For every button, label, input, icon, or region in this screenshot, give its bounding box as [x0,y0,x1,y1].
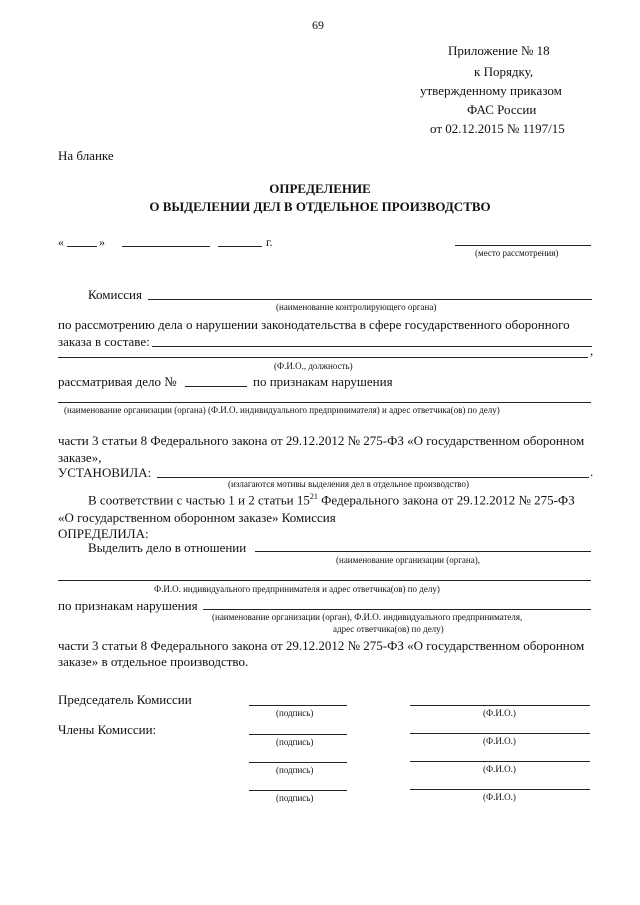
document-title-line-1: ОПРЕДЕЛЕНИЕ [269,181,371,196]
final-line-2: заказе» в отдельное производство. [58,654,249,669]
chairman-signature-caption: (подпись) [276,708,314,718]
respondent-caption: (наименование организации (органа) (Ф.И.О. индивидуального предпринимателя) и адрес ответчика(ов) по делу) [64,405,500,415]
appendix-line-2: к Порядку, [474,64,534,79]
separate-ip-field[interactable] [58,580,591,581]
composition-field-1[interactable] [152,346,592,347]
member-1-signature-caption: (подпись) [276,737,314,747]
respondent-field[interactable] [58,402,591,403]
chairman-name-caption: (Ф.И.О.) [483,708,516,718]
document-title-line-2: О ВЫДЕЛЕНИИ ДЕЛ В ОТДЕЛЬНОЕ ПРОИЗВОДСТВО [149,199,491,214]
member-3-signature-field[interactable] [249,790,347,791]
member-3-name-field[interactable] [410,789,590,790]
accordance-line-2: «О государственном оборонном заказе» Комиссия [58,510,336,525]
place-field[interactable] [455,245,591,246]
case-prefix: рассматривая дело № [58,374,177,389]
place-caption: (место рассмотрения) [475,248,559,258]
date-year-field[interactable] [218,246,262,247]
violation-field[interactable] [203,609,591,610]
date-day-field[interactable] [67,246,97,247]
date-month-field[interactable] [122,246,210,247]
established-caption: (излагаются мотивы выделения дел в отдельное производство) [228,479,469,489]
member-1-name-field[interactable] [410,733,590,734]
violation-prefix: по признакам нарушения [58,598,198,613]
case-law-line-1: части 3 статьи 8 Федерального закона от 29.12.2012 № 275-ФЗ «О государственном оборонном [58,433,585,448]
letterhead-note: На бланке [58,148,114,163]
member-2-signature-caption: (подпись) [276,765,314,775]
separate-org-field[interactable] [255,551,591,552]
date-open-quote: « [58,235,64,249]
composition-comma: , [590,343,594,358]
chairman-signature-field[interactable] [249,705,347,706]
separate-org-caption: (наименование организации (органа), [336,555,480,565]
member-2-signature-field[interactable] [249,762,347,763]
final-line-1: части 3 статьи 8 Федерального закона от 29.12.2012 № 275-ФЗ «О государственном оборонном [58,638,585,653]
member-3-name-caption: (Ф.И.О.) [483,792,516,802]
members-label: Члены Комиссии: [58,722,157,737]
appendix-line-3: утвержденному приказом [420,83,562,98]
commission-caption: (наименование контролирующего органа) [276,302,437,312]
member-2-name-caption: (Ф.И.О.) [483,764,516,774]
violation-caption-2: адрес ответчика(ов) по делу) [333,624,444,634]
case-law-line-2: заказе», [58,450,102,465]
established-label: УСТАНОВИЛА: [58,465,152,480]
member-2-name-field[interactable] [410,761,590,762]
violation-caption-1: (наименование организации (орган), Ф.И.О. индивидуального предпринимателя, [212,612,523,622]
chairman-name-field[interactable] [410,705,590,706]
members-caption: (Ф.И.О., должность) [274,361,353,371]
established-field[interactable] [157,477,589,478]
appendix-line-1: Приложение № 18 [448,43,550,58]
composition-field-2[interactable] [58,357,588,358]
case-number-field[interactable] [185,386,247,387]
commission-text-line-1: по рассмотрению дела о нарушении законодательства в сфере государственного оборонного [58,317,570,332]
determined-label: ОПРЕДЕЛИЛА: [58,526,149,541]
chairman-label: Председатель Комиссии [58,692,192,707]
member-1-signature-field[interactable] [249,734,347,735]
separate-ip-caption: Ф.И.О. индивидуального предпринимателя и адрес ответчика(ов) по делу) [154,584,440,594]
established-period: . [590,464,594,479]
page-number: 69 [312,18,324,32]
separate-prefix: Выделить дело в отношении [88,540,247,555]
member-1-name-caption: (Ф.И.О.) [483,736,516,746]
date-year-suffix: г. [266,235,273,249]
commission-label: Комиссия [88,287,142,302]
appendix-line-4: ФАС России [467,102,537,117]
appendix-line-5: от 02.12.2015 № 1197/15 [430,121,565,136]
case-suffix: по признакам нарушения [253,374,393,389]
accordance-line-1: В соответствии с частью 1 и 2 статьи $15^{21}$ Федерального закона от 29.12.2012 № 275-ФЗ [88,492,575,508]
commission-name-field[interactable] [148,299,592,300]
commission-text-line-2: заказа в составе: [58,334,150,349]
date-close-quote: » [99,235,105,249]
member-3-signature-caption: (подпись) [276,793,314,803]
